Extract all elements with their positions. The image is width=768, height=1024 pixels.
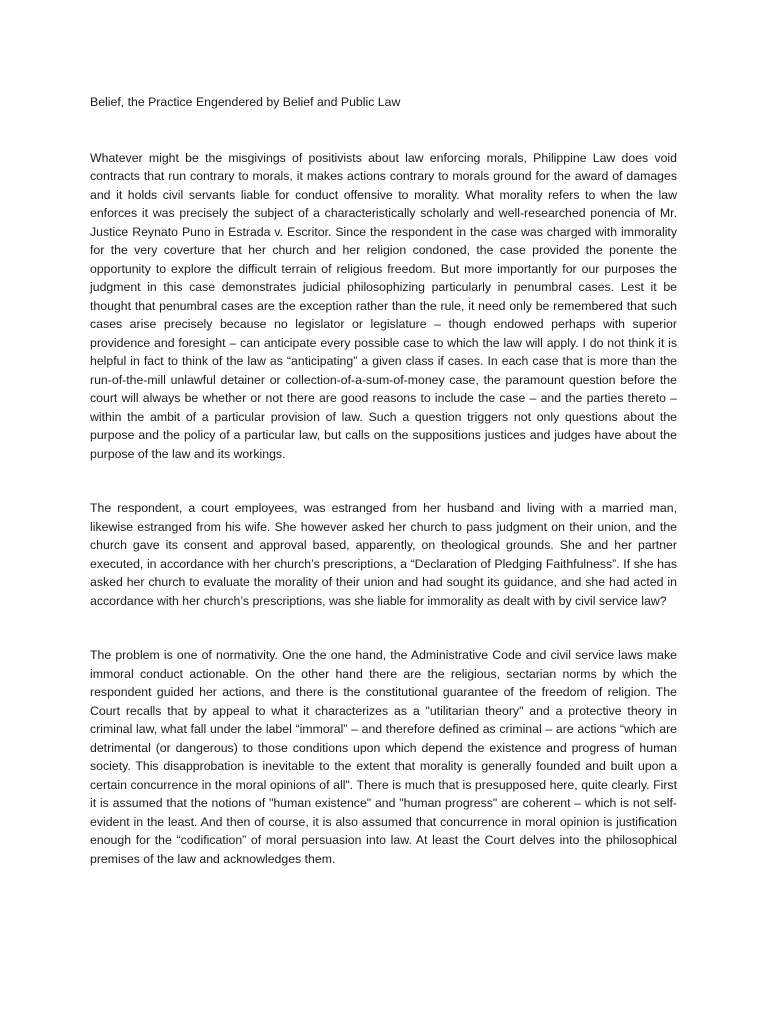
paragraph-respondent-facts: The respondent, a court employees, was estranged from her husband and living with a married man, likewise estranged from his wife. She however asked her church to pass judgment on their union, and the church gave its consent and approval based, apparently, on theological grounds. She and her partner executed, in accordance with her church’s prescriptions, a “Declaration of Pledging Faithfulness”. If she has asked her church to evaluate the morality of their union and had sought its guidance, and she had acted in accordance with her church’s prescriptions, was she liable for immorality as dealt with by civil service law? [90,501,677,608]
document-title: Belief, the Practice Engendered by Belief and Public Law [90,95,401,109]
paragraph-positivists-and-morality: Whatever might be the misgivings of positivists about law enforcing morals, Philippine Law does void contracts that run contrary to morals, it makes actions contrary to morals ground for the award of damages and it holds civil servants liable for conduct offensive to morality. What morality refers to when the law enforces it was precisely the subject of a characteristically scholarly and well-researched ponencia of Mr. Justice Reynato Puno in Estrada v. Escritor. Since the respondent in the case was charged with immorality for the very coverture that her church and her religion condoned, the case provided the ponente the opportunity to explore the difficult terrain of religious freedom. But more importantly for our purposes the judgment in this case demonstrates judicial philosophizing particularly in penumbral cases. Lest it be thought that penumbral cases are the exception rather than the rule, it need only be remembered that such cases arise precisely because no legislator or legislature – though endowed perhaps with superior providence and foresight – can anticipate every possible case to which the law will apply. I do not think it is helpful in fact to think of the law as “anticipating” a given class if cases. In each case that is more than the run-of-the-mill unlawful detainer or collection-of-a-sum-of-money case, the paramount question before the court will always be whether or not there are good reasons to include the case – and the parties thereto – within the ambit of a particular provision of law. Such a question triggers not only questions about the purpose and the policy of a particular law, but calls on the suppositions justices and judges have about the purpose of the law and its workings. [90,150,677,461]
document-page [90,93,677,904]
paragraph-normativity-problem: The problem is one of normativity. One the one hand, the Administrative Code and civil service laws make immoral conduct actionable. On the other hand there are the religious, sectarian norms by which the respondent guided her actions, and there is the constitutional guarantee of the freedom of religion. The Court recalls that by appeal to what it characterizes as a "utilitarian theory" and a protective theory in criminal law, what fall under the label “immoral” – and therefore defined as criminal – are actions “which are detrimental (or dangerous) to those conditions upon which depend the existence and progress of human society. This disapprobation is inevitable to the extent that morality is generally founded and built upon a certain concurrence in the moral opinions of all". There is much that is presupposed here, quite clearly. First it is assumed that the notions of "human existence" and "human progress" are coherent – which is not self-evident in the least. And then of course, it is also assumed that concurrence in moral opinion is justification enough for the “codification” of moral persuasion into law. At least the Court delves into the philosophical premises of the law and acknowledges them. [90,648,677,866]
